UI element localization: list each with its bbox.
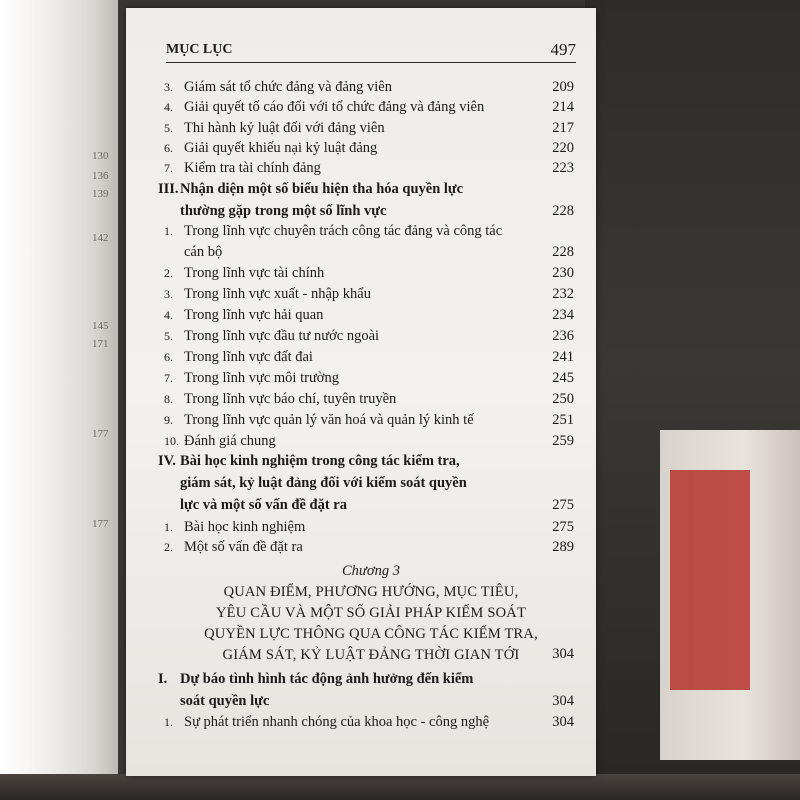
entry-number: 6.: [164, 141, 173, 155]
chapter-title-line: QUAN ĐIỂM, PHƯƠNG HƯỚNG, MỤC TIÊU,: [223, 584, 519, 600]
entry-text: cán bộ: [184, 244, 223, 260]
entry-number: 1.: [164, 520, 173, 534]
entry-page: 234: [552, 307, 574, 323]
entry-text: Sự phát triển nhanh chóng của khoa học - công nghệ: [184, 714, 490, 730]
entry-page: 232: [552, 286, 574, 302]
entry-text: Trong lĩnh vực tài chính: [184, 265, 325, 281]
entry-number: 10.: [164, 434, 179, 448]
background-book-cover: [670, 470, 750, 690]
entry-number: 1.: [164, 224, 173, 238]
chapter-title-line: QUYỀN LỰC THÔNG QUA CÔNG TÁC KIỂM TRA,: [204, 626, 538, 642]
entry-text: Trong lĩnh vực đất đai: [184, 349, 313, 365]
entry-number: 1.: [164, 715, 173, 729]
chapter-heading: [166, 561, 576, 666]
entry-number: 2.: [164, 266, 173, 280]
section-page: 228: [552, 203, 574, 219]
entry-text: Trong lĩnh vực môi trường: [184, 370, 339, 386]
entry-page: 223: [552, 160, 574, 176]
entry-page: 228: [552, 244, 574, 260]
entry-number: 5.: [164, 121, 173, 135]
section-title: thường gặp trong một số lĩnh vực: [180, 203, 387, 219]
entry-text: Giải quyết khiếu nại kỷ luật đảng: [184, 140, 378, 156]
margin-number: 139: [92, 188, 109, 200]
table-edge: [0, 774, 800, 800]
entry-number: 8.: [164, 392, 173, 406]
margin-number: 171: [92, 338, 109, 350]
chapter-page: 304: [552, 646, 574, 662]
section-title: lực và một số vấn đề đặt ra: [180, 497, 347, 513]
entry-page: 251: [552, 412, 574, 428]
section-page: 304: [552, 693, 574, 709]
entry-page: 236: [552, 328, 574, 344]
entry-number: 4.: [164, 308, 173, 322]
entry-text: Trong lĩnh vực báo chí, tuyên truyền: [184, 391, 397, 407]
margin-number: 130: [92, 150, 109, 162]
entry-text: Trong lĩnh vực hải quan: [184, 307, 324, 323]
entry-page: 275: [552, 519, 574, 535]
entry-page: 230: [552, 265, 574, 281]
header-page-number: 497: [550, 40, 576, 59]
entry-number: 9.: [164, 413, 173, 427]
entry-text: Kiểm tra tài chính đảng: [184, 160, 321, 176]
margin-number: 136: [92, 170, 109, 182]
entry-number: 3.: [164, 287, 173, 301]
section-number: I.: [158, 671, 168, 687]
entry-number: 4.: [164, 100, 173, 114]
section-page: 275: [552, 497, 574, 513]
header-title: MỤC LỤC: [166, 42, 233, 57]
page-header: [166, 40, 576, 63]
entry-number: 7.: [164, 371, 173, 385]
entry-text: Thi hành kỷ luật đối với đảng viên: [184, 120, 385, 136]
margin-number: 177: [92, 518, 109, 530]
section-number: IV.: [158, 453, 176, 469]
section-title: Nhận diện một số biểu hiện tha hóa quyền lực: [180, 181, 464, 197]
entry-page: 241: [552, 349, 574, 365]
section-number: III.: [158, 181, 179, 197]
chapter-title-line: GIÁM SÁT, KỶ LUẬT ĐẢNG THỜI GIAN TỚI: [222, 647, 520, 663]
entry-number: 6.: [164, 350, 173, 364]
entry-page: 245: [552, 370, 574, 386]
margin-number: 177: [92, 428, 109, 440]
entry-page: 209: [552, 79, 574, 95]
entry-text: Một số vấn đề đặt ra: [184, 539, 303, 555]
entry-text: Đánh giá chung: [184, 433, 276, 449]
entry-page: 217: [552, 120, 574, 136]
entry-number: 5.: [164, 329, 173, 343]
entry-text: Bài học kinh nghiệm: [184, 519, 306, 535]
section-title: Dự báo tình hình tác động ảnh hưởng đến kiểm: [180, 671, 474, 687]
chapter-label: Chương 3: [342, 563, 400, 579]
entry-page: 259: [552, 433, 574, 449]
entry-text: Trong lĩnh vực chuyên trách công tác đảng và công tác: [184, 223, 503, 239]
entry-text: Trong lĩnh vực đầu tư nước ngoài: [184, 328, 380, 344]
entry-number: 2.: [164, 540, 173, 554]
entry-text: Giám sát tổ chức đảng và đảng viên: [184, 79, 392, 95]
section-title: giám sát, kỷ luật đảng đối với kiểm soát quyền: [180, 475, 467, 491]
section-title: Bài học kinh nghiệm trong công tác kiểm tra,: [180, 453, 460, 469]
entry-number: 7.: [164, 161, 173, 175]
entry-number: 3.: [164, 80, 173, 94]
entry-text: Trong lĩnh vực xuất - nhập khẩu: [184, 286, 371, 302]
entry-page: 304: [552, 714, 574, 730]
margin-number: 142: [92, 232, 109, 244]
entry-text: Trong lĩnh vực quản lý văn hoá và quản lý kinh tế: [184, 412, 474, 428]
entry-page: 250: [552, 391, 574, 407]
entry-page: 220: [552, 140, 574, 156]
entry-page: 289: [552, 539, 574, 555]
entry-page: 214: [552, 99, 574, 115]
section-title: soát quyền lực: [180, 693, 270, 709]
book-page: [126, 8, 596, 776]
margin-number: 145: [92, 320, 109, 332]
left-page-edge: [0, 0, 118, 800]
entry-text: Giải quyết tố cáo đối với tổ chức đảng và đảng viên: [184, 99, 485, 115]
chapter-title-line: YÊU CẦU VÀ MỘT SỐ GIẢI PHÁP KIỂM SOÁT: [215, 605, 527, 621]
